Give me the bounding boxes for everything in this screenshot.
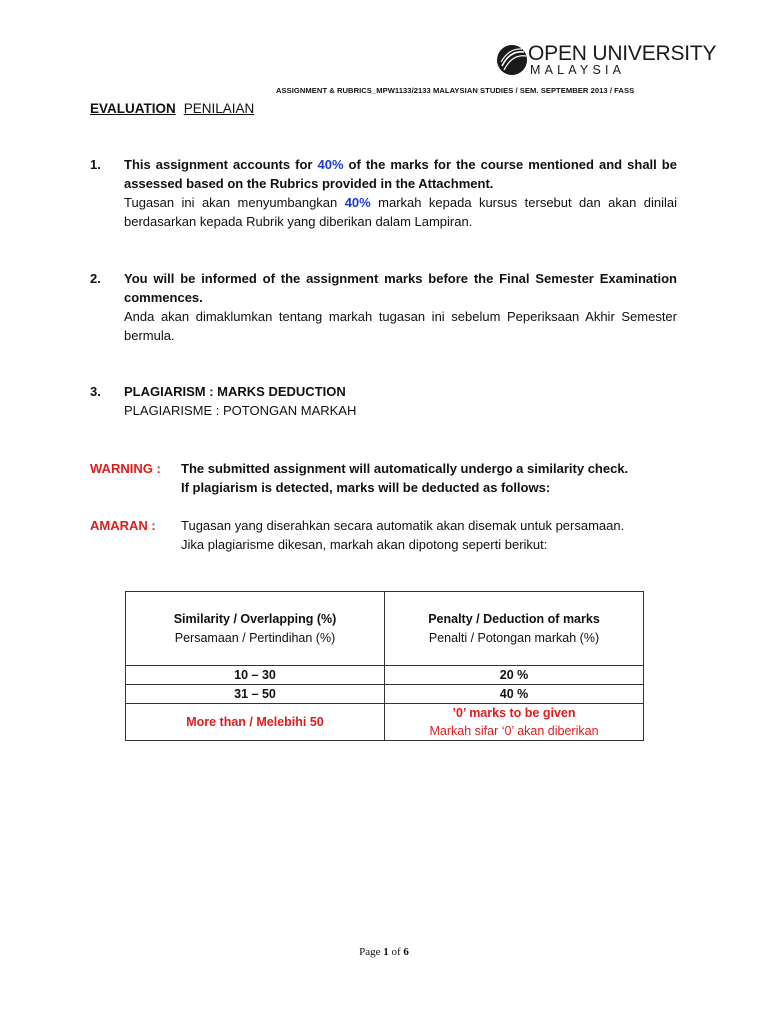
- amaran-label: AMARAN :: [90, 518, 156, 533]
- logo-line1: OPEN UNIVERSITY: [528, 42, 717, 65]
- oum-logo: [496, 42, 717, 78]
- penalty-cell: 20 %: [385, 666, 644, 685]
- header-penalty: [385, 592, 644, 666]
- warning-line2: If plagiarism is detected, marks will be deducted as follows:: [181, 480, 551, 495]
- table-row: [126, 666, 644, 685]
- item-number: 1.: [90, 157, 101, 172]
- warning-line1: The submitted assignment will automatically undergo a similarity check.: [181, 461, 629, 476]
- penalty-cell-en: ’0’ marks to be given: [452, 706, 576, 720]
- header-similarity-ms: Persamaan / Pertindihan (%): [174, 630, 336, 645]
- table-row: [126, 685, 644, 704]
- section-title: [90, 101, 254, 116]
- page-word: Page: [359, 946, 381, 958]
- item-1-ms-pre: Tugasan ini akan menyumbangkan: [124, 195, 345, 210]
- item-1-ms-post: markah kepada kursus tersebut dan akan dinilai berdasarkan kepada Rubrik yang diberikan dalam Lampiran.: [124, 195, 677, 229]
- item-number: 3.: [90, 384, 101, 399]
- logo-line2: MALAYSIA: [530, 63, 626, 77]
- current-page: 1: [383, 946, 389, 958]
- range-cell: 10 – 30: [126, 666, 385, 685]
- page-number: [0, 946, 768, 958]
- document-reference: ASSIGNMENT & RUBRICS_MPW1133/2133 MALAYSIAN STUDIES / SEM. SEPTEMBER 2013 / FASS: [276, 86, 635, 95]
- of-word: of: [391, 946, 401, 958]
- item-3-english: PLAGIARISM : MARKS DEDUCTION: [124, 384, 346, 399]
- penalty-table: [125, 591, 644, 741]
- item-1-malay: [124, 193, 677, 231]
- item-3-malay: PLAGIARISME : POTONGAN MARKAH: [124, 403, 357, 418]
- range-cell: 31 – 50: [126, 685, 385, 704]
- oum-globe-icon: [496, 44, 528, 76]
- penalty-cell: [385, 704, 644, 741]
- penalty-cell-ms: Markah sifar ‘0’ akan diberikan: [429, 724, 599, 738]
- item-1-en-post: of the marks for the course mentioned and shall be assessed based on the Rubrics provided in the Attachment.: [124, 157, 677, 191]
- range-cell: [126, 704, 385, 741]
- item-2-english: You will be informed of the assignment marks before the Final Semester Examination commences.: [124, 271, 677, 305]
- header-penalty-en: Penalty / Deduction of marks: [428, 611, 600, 626]
- item-1-en-pct: 40%: [317, 157, 344, 172]
- item-2-malay: Anda akan dimaklumkan tentang markah tugasan ini sebelum Peperiksaan Akhir Semester bermula.: [124, 309, 677, 343]
- item-1-en-pre: This assignment accounts for: [124, 157, 318, 172]
- header-penalty-ms: Penalti / Potongan markah (%): [428, 630, 600, 645]
- header-similarity-en: Similarity / Overlapping (%): [173, 611, 337, 626]
- header-similarity: [126, 592, 385, 666]
- penalty-cell: 40 %: [385, 685, 644, 704]
- item-number: 2.: [90, 271, 101, 286]
- section-title-ms: PENILAIAN: [183, 101, 255, 116]
- warning-label: WARNING :: [90, 461, 161, 476]
- range-cell-ms: Melebihi 50: [256, 715, 324, 729]
- table-row: [126, 704, 644, 741]
- range-cell-en: More than /: [186, 715, 253, 729]
- total-pages: 6: [403, 946, 409, 958]
- item-1-ms-pct: 40%: [344, 195, 371, 210]
- amaran-line1: Tugasan yang diserahkan secara automatik akan disemak untuk persamaan.: [181, 518, 625, 533]
- amaran-line2: Jika plagiarisme dikesan, markah akan dipotong seperti berikut:: [181, 537, 548, 552]
- section-title-en: EVALUATION: [90, 101, 176, 116]
- table-header-row: [126, 592, 644, 666]
- item-1-english: [124, 155, 677, 193]
